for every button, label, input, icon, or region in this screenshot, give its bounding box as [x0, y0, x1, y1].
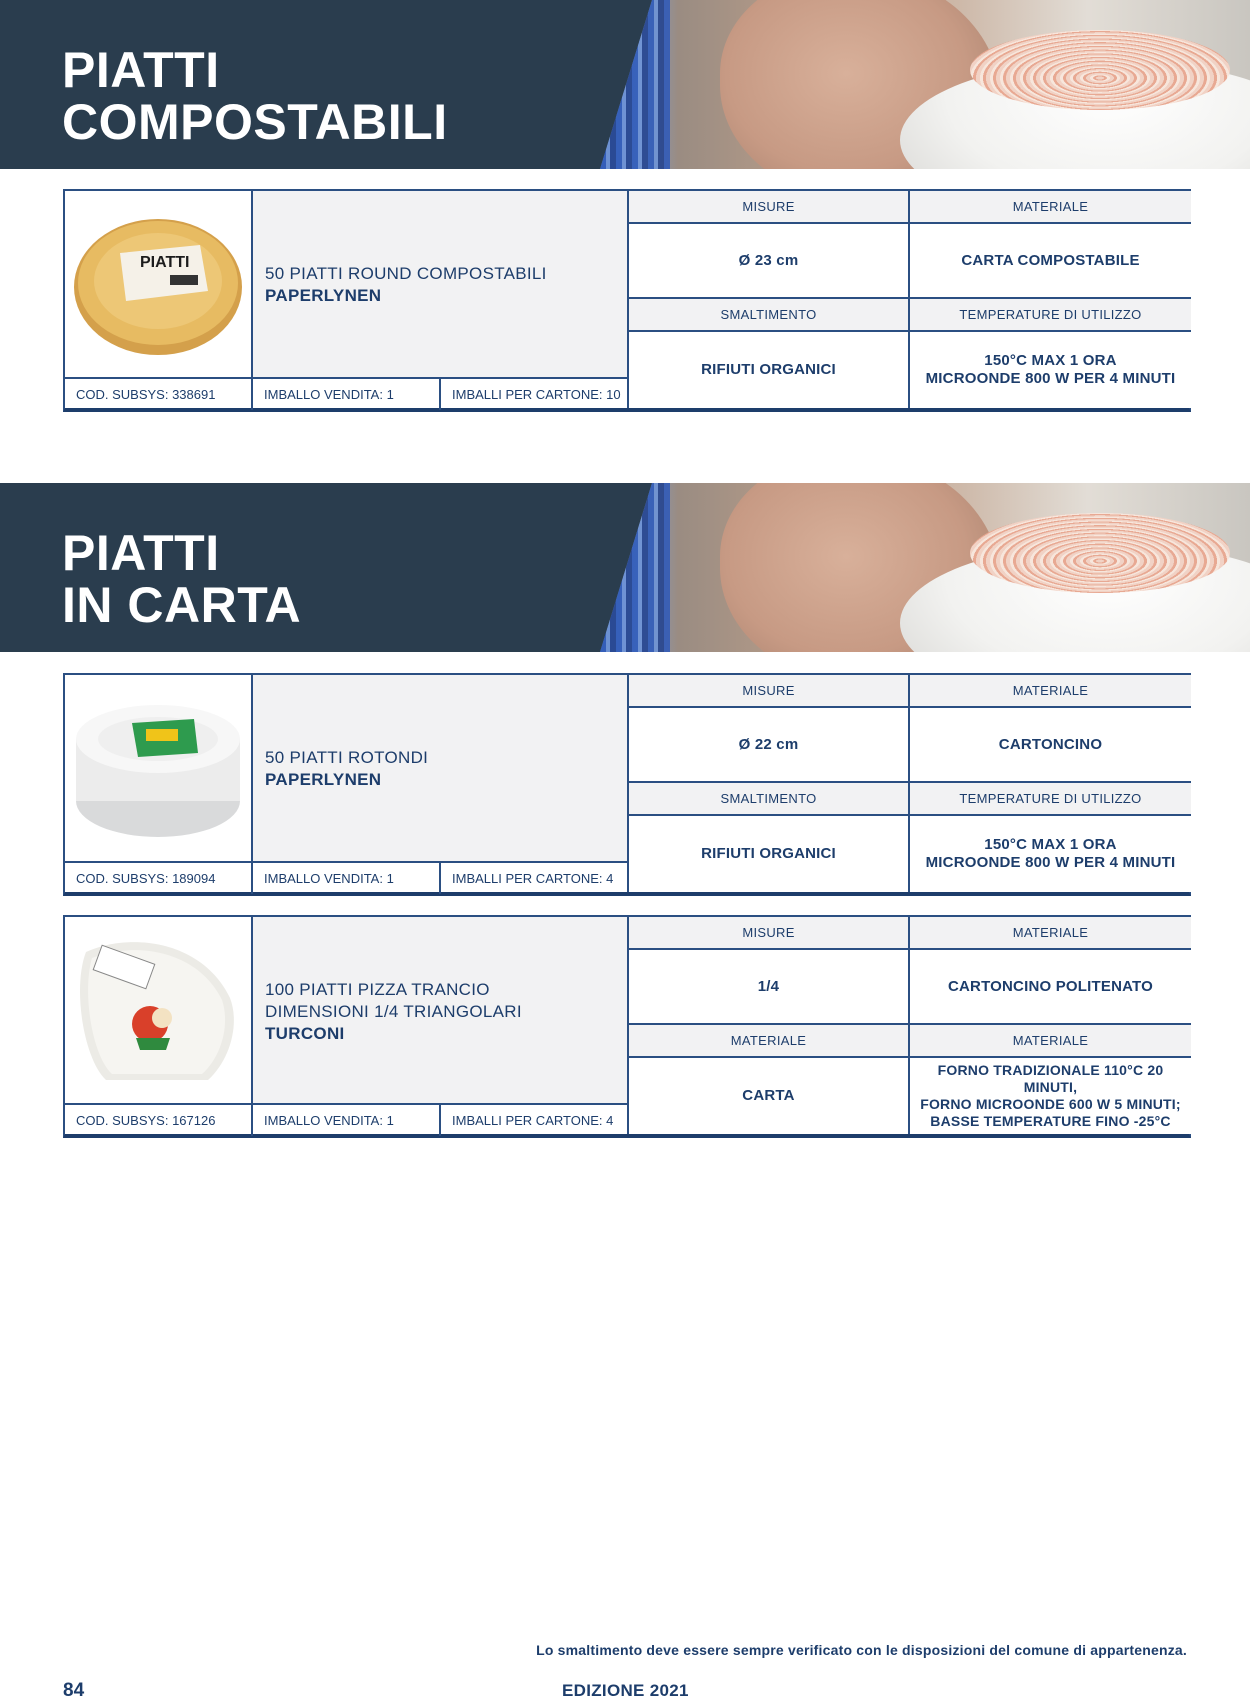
- spec-header-temperature: TEMPERATURE DI UTILIZZO: [910, 783, 1191, 814]
- section-title-line1: PIATTI: [62, 525, 220, 581]
- section-title-line2: IN CARTA: [62, 577, 302, 633]
- spec-header-materiale-2: MATERIALE: [629, 1025, 908, 1056]
- product-image: [65, 675, 253, 861]
- product-description: [253, 917, 627, 1103]
- product-description: [253, 191, 627, 377]
- product-codes-row: [65, 1103, 627, 1136]
- product-image: [65, 917, 253, 1103]
- spec-value-materiale-2: CARTA: [629, 1058, 908, 1134]
- section-title-line2: COMPOSTABILI: [62, 94, 448, 150]
- section-title: [62, 527, 301, 631]
- product-brand: PAPERLYNEN: [265, 286, 382, 305]
- cod-subsys: COD. SUBSYS: 167126: [65, 1105, 253, 1136]
- spec-value-smaltimento: RIFIUTI ORGANICI: [629, 816, 908, 892]
- edition-label: EDIZIONE 2021: [562, 1681, 689, 1700]
- disposal-note: Lo smaltimento deve essere sempre verificato con le disposizioni del comune di appartenenza.: [536, 1642, 1187, 1658]
- spec-header-misure: MISURE: [629, 917, 908, 948]
- product-card: [63, 915, 1191, 1138]
- product-name: [265, 747, 428, 791]
- cod-subsys: COD. SUBSYS: 189094: [65, 863, 253, 894]
- spec-value-misure: Ø 23 cm: [629, 224, 908, 297]
- product-name: [265, 263, 547, 307]
- imballi-per-cartone: IMBALLI PER CARTONE: 10: [452, 387, 621, 402]
- spec-header-misure: MISURE: [629, 191, 908, 222]
- spec-header-smaltimento: SMALTIMENTO: [629, 783, 908, 814]
- spec-value-materiale-3: FORNO TRADIZIONALE 110°C 20 MINUTI, FORNO MICROONDE 600 W 5 MINUTI; BASSE TEMPERATURE FINO -25°C: [910, 1058, 1191, 1134]
- product-codes-row: [65, 861, 627, 894]
- product-name-text: 50 PIATTI ROTONDI: [265, 748, 429, 767]
- spec-header-temperature: TEMPERATURE DI UTILIZZO: [910, 299, 1191, 330]
- spec-value-smaltimento: RIFIUTI ORGANICI: [629, 332, 908, 408]
- page-number: 84: [63, 1680, 85, 1701]
- section-title-line1: PIATTI: [62, 42, 220, 98]
- product-name-text: 50 PIATTI ROUND COMPOSTABILI: [265, 264, 547, 283]
- product-brand: PAPERLYNEN: [265, 770, 382, 789]
- spec-value-materiale: CARTONCINO POLITENATO: [910, 950, 1191, 1023]
- product-name: [265, 979, 522, 1045]
- imballi-per-cartone: IMBALLI PER CARTONE: 4: [452, 871, 614, 886]
- imballo-vendita: IMBALLO VENDITA: 1: [253, 1105, 441, 1136]
- product-card: [63, 189, 1191, 412]
- svg-text:PIATTI: PIATTI: [140, 254, 190, 271]
- cod-subsys: COD. SUBSYS: 338691: [65, 379, 253, 410]
- spec-header-smaltimento: SMALTIMENTO: [629, 299, 908, 330]
- imballo-vendita: IMBALLO VENDITA: 1: [253, 863, 441, 894]
- banner-photo: [600, 483, 1250, 652]
- spec-header-misure: MISURE: [629, 675, 908, 706]
- spec-header-materiale: MATERIALE: [910, 675, 1191, 706]
- product-card: [63, 673, 1191, 896]
- spec-value-temperature: 150°C MAX 1 ORA MICROONDE 800 W PER 4 MINUTI: [910, 816, 1191, 892]
- spec-value-misure: 1/4: [629, 950, 908, 1023]
- spec-header-materiale: MATERIALE: [910, 917, 1191, 948]
- spec-value-materiale: CARTONCINO: [910, 708, 1191, 781]
- product-image: [65, 191, 253, 377]
- spec-header-materiale: MATERIALE: [910, 191, 1191, 222]
- section-title: [62, 44, 448, 148]
- spec-value-misure: Ø 22 cm: [629, 708, 908, 781]
- banner-photo: [600, 0, 1250, 169]
- product-specs: [627, 675, 1191, 892]
- product-name-text: 100 PIATTI PIZZA TRANCIO: [265, 980, 490, 999]
- product-specs: [627, 191, 1191, 408]
- imballi-per-cartone: IMBALLI PER CARTONE: 4: [452, 1113, 614, 1128]
- product-codes-row: [65, 377, 627, 410]
- spec-value-materiale: CARTA COMPOSTABILE: [910, 224, 1191, 297]
- product-brand: TURCONI: [265, 1024, 345, 1043]
- spec-header-materiale-3: MATERIALE: [910, 1025, 1191, 1056]
- spec-value-temperature: 150°C MAX 1 ORA MICROONDE 800 W PER 4 MINUTI: [910, 332, 1191, 408]
- product-specs: [627, 917, 1191, 1134]
- imballo-vendita: IMBALLO VENDITA: 1: [253, 379, 441, 410]
- product-name-text-2: DIMENSIONI 1/4 TRIANGOLARI: [265, 1002, 522, 1021]
- section-banner-compostabili: [0, 0, 1250, 169]
- product-description: [253, 675, 627, 861]
- section-banner-in-carta: [0, 483, 1250, 652]
